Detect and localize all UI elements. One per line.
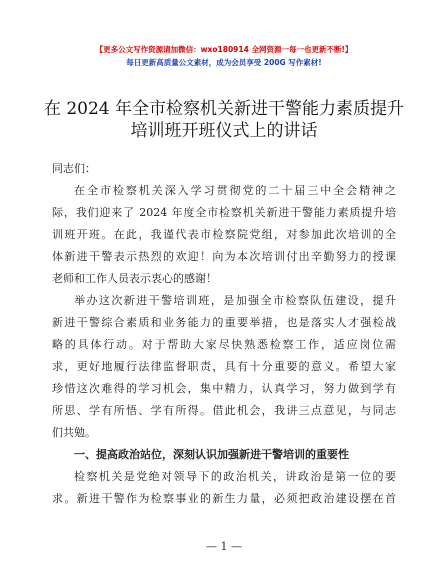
document-title-line-1: 在 2024 年全市检察机关新进干警能力素质提升: [43, 99, 405, 119]
promo-banner-line-1: 【更多公文写作资源请加微信：wxo180914 全网资源一每一也更新不断!】: [95, 45, 353, 54]
body-line: 珍惜这次难得的学习机会，集中精力，认真学习，努力做到学有: [52, 382, 396, 395]
body-line: 略的具体行动。对于帮助大家尽快熟悉检察工作，适应岗位需: [52, 338, 396, 351]
document-body: [52, 180, 396, 510]
document-title-line-2: 培训班开班仪式上的讲话: [130, 121, 318, 141]
body-line: 求，更好地履行法律监督职责，具有十分重要的意义。希望大家: [52, 360, 396, 373]
page-number: — 1 —: [206, 540, 242, 553]
body-line: 举办这次新进干警培训班，是加强全市检察队伍建设，提升: [74, 294, 396, 307]
body-line: 体新进干警表示热烈的欢迎！向为本次培训付出辛勤努力的授课: [52, 250, 396, 263]
salutation: 同志们：: [52, 162, 96, 175]
body-line: 们共勉。: [52, 426, 96, 439]
body-line: 新进干警综合素质和业务能力的重要举措，也是落实人才强检战: [52, 316, 396, 329]
body-line: 检察机关是党绝对领导下的政治机关，讲政治是第一位的要: [74, 470, 396, 483]
body-line: 所思、学有所悟、学有所得。借此机会，我讲三点意见，与同志: [52, 404, 396, 417]
promo-banner-line-2: 每日更新高质量公文素材，成为会员享受 200G 写作素材!: [126, 58, 322, 67]
body-line: 老师和工作人员表示衷心的感谢！: [52, 272, 217, 285]
body-line: 训班开班。在此，我谨代表市检察院党组，对参加此次培训的全: [52, 228, 396, 241]
body-line: 求。新进干警作为检察事业的新生力量，必须把政治建设摆在首: [52, 492, 396, 505]
body-line: 在全市检察机关深入学习贯彻党的二十届三中全会精神之: [74, 184, 396, 197]
section-heading-1: 一、提高政治站位，深刻认识加强新进干警培训的重要性: [74, 448, 349, 461]
body-line: 际，我们迎来了 2024 年度全市检察机关新进干警能力素质提升培: [52, 206, 396, 219]
